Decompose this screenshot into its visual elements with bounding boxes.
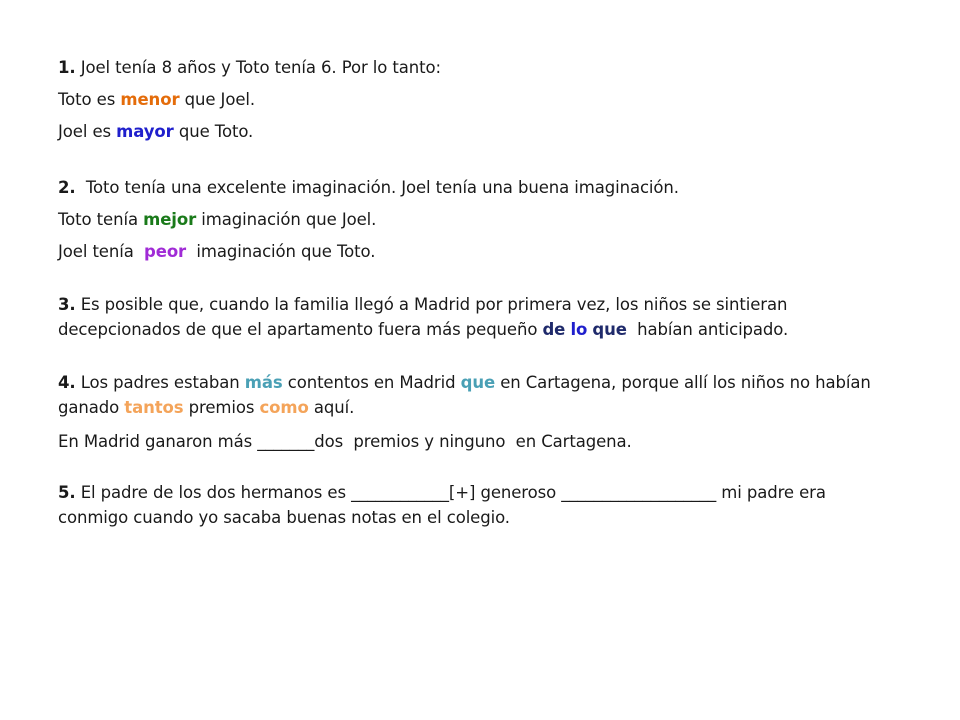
q4-text-b: contentos en Madrid xyxy=(282,373,461,392)
q2-number: 2. xyxy=(58,178,76,197)
q1-intro-line xyxy=(58,52,888,84)
q3-keyword-que: que xyxy=(592,320,627,339)
spacer xyxy=(58,458,888,480)
q2-intro-line xyxy=(58,172,888,204)
q4-keyword-como: como xyxy=(259,398,309,417)
q4-number: 4. xyxy=(58,373,76,392)
q4-text-d: premios xyxy=(183,398,260,417)
q4-keyword-mas: más xyxy=(244,373,283,392)
q2-keyword-mejor: mejor xyxy=(143,210,197,229)
spacer xyxy=(58,342,888,370)
q5-text: El padre de los dos hermanos es ____________[+] generoso ___________________ mi padre era conmigo cuando yo sacaba buenas notas en el colegio. xyxy=(58,483,826,527)
q2-line-3-start: Joel tenía xyxy=(58,242,145,261)
q4-text-c: en Cartagena, porque allí los niños no habían ganado xyxy=(58,373,871,417)
q2-line-3 xyxy=(58,236,888,268)
q4-text-a: Los padres estaban xyxy=(75,373,245,392)
exercise-content xyxy=(58,52,888,530)
q1-line-3-start: Joel es xyxy=(58,122,117,141)
q1-keyword-menor: menor xyxy=(120,90,180,109)
q1-line-2-end: que Joel. xyxy=(179,90,255,109)
q1-line-3-end: que Toto. xyxy=(173,122,254,141)
q5-number: 5. xyxy=(58,483,76,502)
q2-keyword-peor: peor xyxy=(144,242,187,261)
q2-line-2 xyxy=(58,204,888,236)
q4-keyword-tantos: tantos xyxy=(124,398,184,417)
q3-paragraph xyxy=(58,292,888,342)
q1-line-3 xyxy=(58,116,888,148)
q2-line-2-start: Toto tenía xyxy=(58,210,144,229)
q4-keyword-que: que xyxy=(460,373,496,392)
q1-number: 1. xyxy=(58,58,76,77)
q3-text-start: Es posible que, cuando la familia llegó a Madrid por primera vez, los niños se sintieran decepcionados de que el apartamento fuera más pequeño xyxy=(58,295,788,339)
q4-text-e: aquí. xyxy=(308,398,355,417)
q1-line-2 xyxy=(58,84,888,116)
q3-keyword-de: de xyxy=(542,320,566,339)
q3-text-end: habían anticipado. xyxy=(626,320,789,339)
q4-line-2: En Madrid ganaron más _______dos premios y ninguno en Cartagena. xyxy=(58,432,632,451)
spacer xyxy=(58,148,888,172)
q2-line-2-end: imaginación que Joel. xyxy=(196,210,377,229)
q1-intro: Joel tenía 8 años y Toto tenía 6. Por lo tanto: xyxy=(75,58,441,77)
q3-keyword-lo: lo xyxy=(570,320,588,339)
q2-line-3-end: imaginación que Toto. xyxy=(186,242,376,261)
q1-line-2-start: Toto es xyxy=(58,90,121,109)
q2-intro: Toto tenía una excelente imaginación. Joel tenía una buena imaginación. xyxy=(75,178,679,197)
q5-paragraph xyxy=(58,480,888,530)
q4-paragraph xyxy=(58,370,888,420)
spacer xyxy=(58,268,888,292)
q3-number: 3. xyxy=(58,295,76,314)
q1-keyword-mayor: mayor xyxy=(116,122,174,141)
